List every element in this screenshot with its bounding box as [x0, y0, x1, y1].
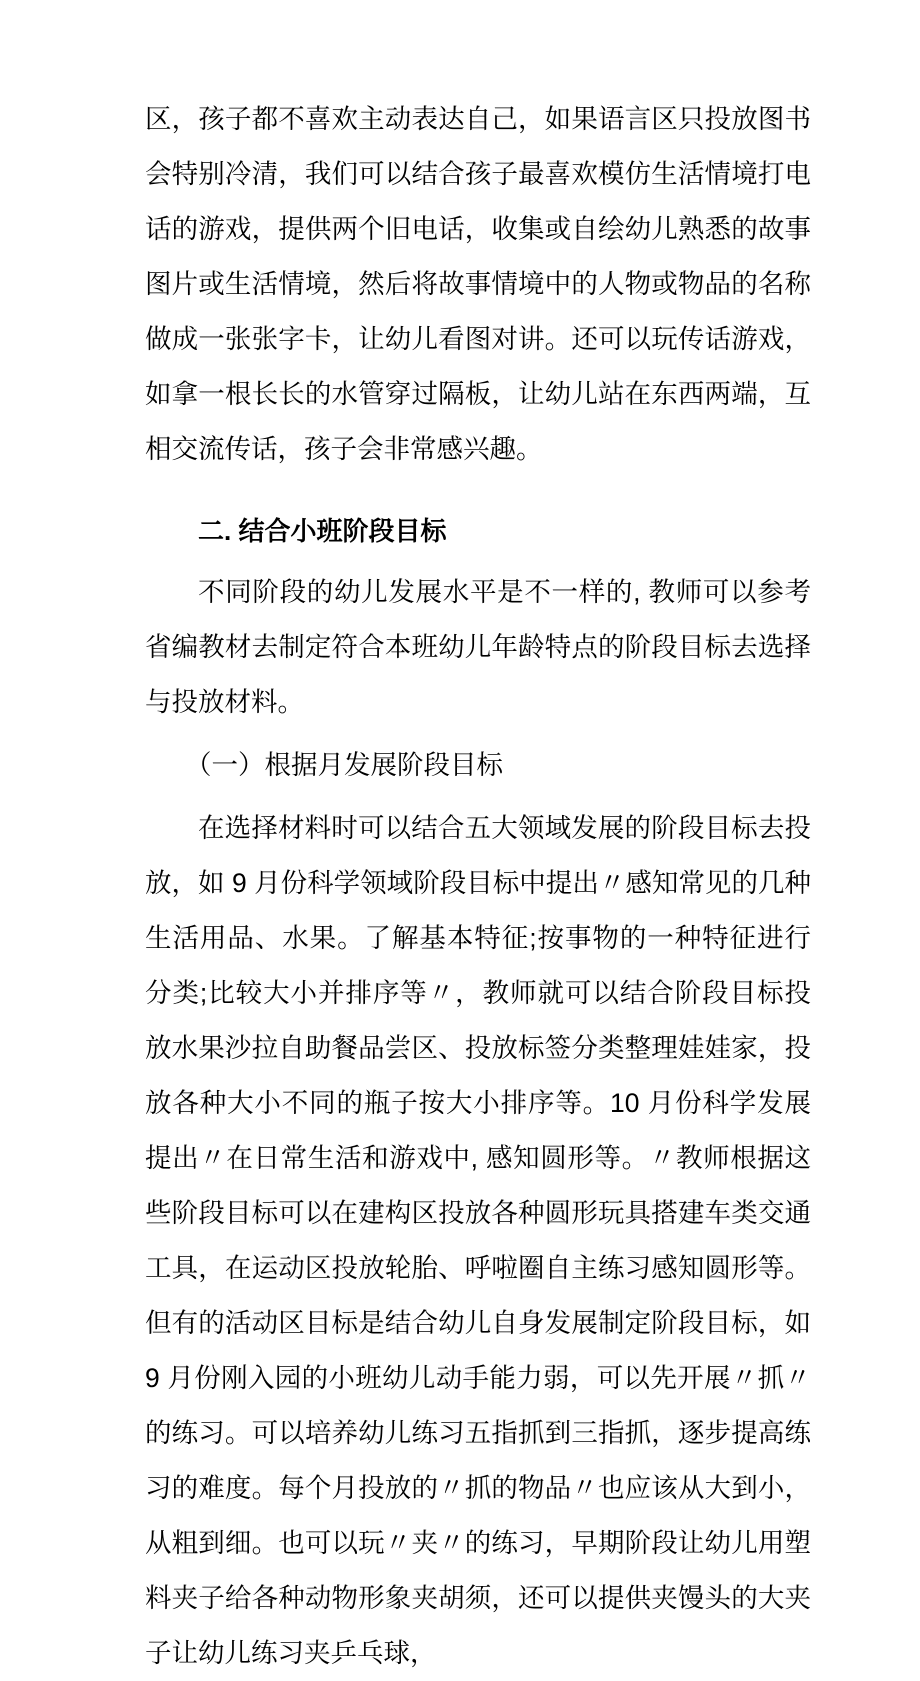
paragraph-stage-goals-intro: 不同阶段的幼儿发展水平是不一样的, 教师可以参考省编教材去制定符合本班幼儿年龄特点的阶段目标去选择与投放材料。 — [145, 577, 811, 717]
paragraph-monthly-goals: 在选择材料时可以结合五大领域发展的阶段目标去投放，如 9 月份科学领域阶段目标中提出〃感知常见的几种生活用品、水果。了解基本特征;按事物的一种特征进行分类;比较大小并排序等〃，教师就可以结合阶段目标投放水果沙拉自助餐品尝区、投放标签分类整理娃娃家，投放各种大小不同的瓶子按大小排序等。10 月份科学发展提出〃在日常生活和游戏中, 感知圆形等。〃教师根据这些阶段目标可以在建构区投放各种圆形玩具搭建车类交通工具，在运动区投放轮胎、呼啦圈自主练习感知圆形等。但有的活动区目标是结合幼儿自身发展制定阶段目标，如 9 月份刚入园的小班幼儿动手能力弱，可以先开展〃抓〃的练习。可以培养幼儿练习五指抓到三指抓，逐步提高练习的难度。每个月投放的〃抓的物品〃也应该从大到小，从粗到细。也可以玩〃夹〃的练习，早期阶段让幼儿用塑料夹子给各种动物形象夹胡须，还可以提供夹馒头的大夹子让幼儿练习夹乒乓球， — [145, 813, 811, 1668]
spacer — [145, 477, 811, 504]
spacer — [145, 793, 811, 801]
subsection-heading-one: （一）根据月发展阶段目标 — [185, 750, 503, 780]
section-heading-two: 二. 结合小班阶段目标 — [198, 516, 447, 546]
document-text-column — [145, 92, 811, 1681]
spacer — [145, 730, 811, 738]
paragraph-continued: 区，孩子都不喜欢主动表达自己，如果语言区只投放图书会特别冷清，我们可以结合孩子最喜欢模仿生活情境打电话的游戏，提供两个旧电话，收集或自绘幼儿熟悉的故事图片或生活情境，然后将故事情境中的人物或物品的名称做成一张张字卡，让幼儿看图对讲。还可以玩传话游戏，如拿一根长长的水管穿过隔板，让幼儿站在东西两端，互相交流传话，孩子会非常感兴趣。 — [145, 104, 811, 464]
